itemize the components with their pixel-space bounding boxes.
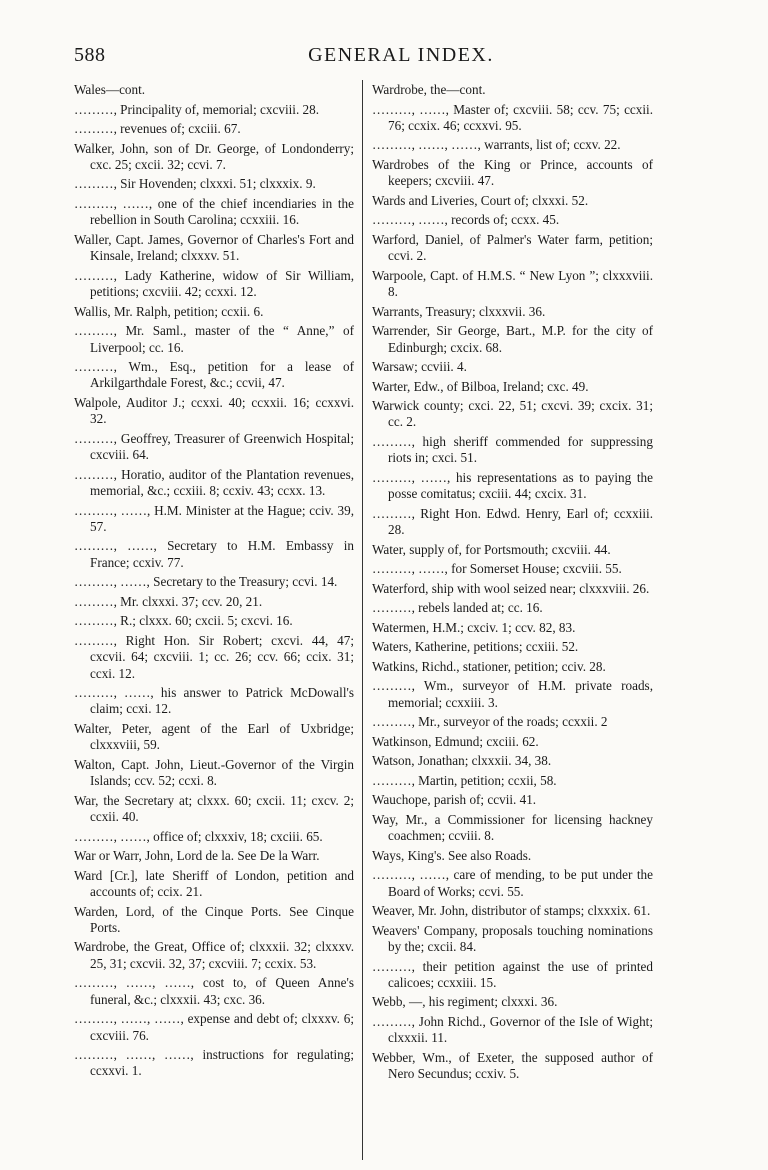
index-entry: ………, ……, ……, warrants, list of; ccxv. 22.: [372, 137, 621, 153]
index-entry: ………, ……, for Somerset House; cxcviii. 55.: [372, 561, 622, 577]
index-entry: ………, ……, his answer to Patrick McDowall's claim; ccxi. 12.: [74, 685, 354, 717]
index-entry: Wardrobes of the King or Prince, accounts of keepers; cxcviii. 47.: [372, 156, 653, 189]
index-entry: ………, their petition against the use of printed calicoes; ccxxiii. 15.: [372, 958, 653, 990]
index-entry: Wauchope, parish of; ccvii. 41.: [372, 792, 537, 808]
index-entry: Warter, Edw., of Bilboa, Ireland; cxc. 49.: [372, 378, 589, 394]
index-entry: ………, Geoffrey, Treasurer of Greenwich Hospital; cxcviii. 64.: [74, 430, 354, 463]
index-entry: ………, Mr. Saml., master of the “ Anne,” of Liverpool; cc. 16.: [74, 323, 354, 355]
index-entry: Walton, Capt. John, Lieut.-Governor of the Virgin Islands; ccv. 52; ccxi. 8.: [74, 756, 354, 789]
index-entry: ………, ……, Master of; cxcviii. 58; ccv. 75; ccxii. 76; ccxix. 46; ccxxvi. 95.: [372, 101, 653, 133]
index-entry: Weaver, Mr. John, distributor of stamps; clxxxix. 61.: [372, 903, 651, 919]
index-entry: Water, supply of, for Portsmouth; cxcviii. 44.: [372, 541, 611, 557]
index-entry: Warsaw; ccviii. 4.: [372, 359, 467, 375]
index-entry: Watkins, Richd., stationer, petition; cciv. 28.: [372, 658, 606, 674]
index-entry: ………, Principality of, memorial; cxcviii. 28.: [74, 101, 320, 117]
index-entry: ………, high sheriff commended for suppressing riots in; cxci. 51.: [372, 433, 653, 466]
index-entry: Warrender, Sir George, Bart., M.P. for the city of Edinburgh; cxcix. 68.: [372, 323, 653, 355]
index-column-right: [372, 82, 653, 1086]
index-entry: War or Warr, John, Lord de la. See De la Warr.: [74, 848, 320, 864]
index-entry: ………, ……, Secretary to the Treasury; ccvi. 14.: [74, 574, 338, 590]
index-entry: ………, Wm., Esq., petition for a lease of Arkilgarthdale Forest, &c.; ccvii, 47.: [74, 359, 354, 391]
index-entry: Warrants, Treasury; clxxxvii. 36.: [372, 303, 546, 319]
index-entry: ………, Wm., surveyor of H.M. private roads, memorial; ccxxiii. 3.: [372, 678, 653, 710]
index-entry: ………, ……, H.M. Minister at the Hague; cciv. 39, 57.: [74, 502, 354, 534]
index-entry: Wardrobe, the—cont.: [372, 82, 486, 97]
index-entry: Way, Mr., a Commissioner for licensing hackney coachmen; ccviii. 8.: [372, 811, 653, 844]
index-entry: ………, ……, his representations as to paying the posse comitatus; cxciii. 44; cxcix. 31.: [372, 469, 653, 502]
index-entry: Wards and Liveries, Court of; clxxxi. 52.: [372, 192, 589, 208]
index-entry: Wardrobe, the Great, Office of; clxxxii. 32; clxxxv. 25, 31; cxcvii. 32, 37; cxcviii. 7; ccxix. 53.: [74, 939, 354, 971]
index-entry: Warpoole, Capt. of H.M.S. “ New Lyon ”; clxxxviii. 8.: [372, 267, 653, 300]
index-entry: ………, Right Hon. Edwd. Henry, Earl of; ccxxiii. 28.: [372, 505, 653, 538]
index-entry: ………, ……, office of; clxxxiv, 18; cxciii. 65.: [74, 828, 323, 844]
index-entry: ………, ……, ……, expense and debt of; clxxxv. 6; cxcviii. 76.: [74, 1011, 354, 1043]
index-entry: ………, revenues of; cxciii. 67.: [74, 121, 241, 137]
index-entry: ………, Sir Hovenden; clxxxi. 51; clxxxix. 9.: [74, 176, 316, 192]
index-entry: Wallis, Mr. Ralph, petition; ccxii. 6.: [74, 303, 264, 319]
index-entry: ………, Lady Katherine, widow of Sir William, petitions; cxcviii. 42; ccxxi. 12.: [74, 267, 354, 300]
page-title: GENERAL INDEX.: [308, 44, 494, 66]
index-entry: ………, Mr. clxxxi. 37; ccv. 20, 21.: [74, 593, 263, 609]
index-entry: Walpole, Auditor J.; ccxxi. 40; ccxxii. 16; ccxxvi. 32.: [74, 394, 354, 427]
index-entry: ………, ……, records of; ccxx. 45.: [372, 212, 560, 228]
index-entry: ………, rebels landed at; cc. 16.: [372, 600, 543, 616]
index-entry: Watermen, H.M.; cxciv. 1; ccv. 82, 83.: [372, 619, 576, 635]
index-entry: War, the Secretary at; clxxx. 60; cxcii. 11; cxcv. 2; ccxii. 40.: [74, 792, 354, 825]
index-entry: Ways, King's. See also Roads.: [372, 847, 532, 863]
index-entry: ………, Right Hon. Sir Robert; cxcvi. 44, 47; cxcvii. 64; cxcviii. 1; cc. 26; ccv. 66; ccix. 31; ccxi. 12.: [74, 632, 354, 681]
index-entry: Warden, Lord, of the Cinque Ports. See Cinque Ports.: [74, 903, 354, 935]
index-entry: Wales—cont.: [74, 82, 146, 97]
index-entry: ………, R.; clxxx. 60; cxcii. 5; cxcvi. 16.: [74, 613, 293, 629]
index-entry: Warwick county; cxci. 22, 51; cxcvi. 39; cxcix. 31; cc. 2.: [372, 398, 653, 430]
index-entry: Weavers' Company, proposals touching nominations by the; cxcii. 84.: [372, 922, 653, 954]
index-entry: Waters, Katherine, petitions; ccxiii. 52.: [372, 639, 579, 655]
index-entry: ………, ……, Secretary to H.M. Embassy in France; ccxiv. 77.: [74, 538, 354, 570]
index-entry: ………, John Richd., Governor of the Isle of Wight; clxxxii. 11.: [372, 1013, 653, 1046]
index-entry: Warford, Daniel, of Palmer's Water farm, petition; ccvi. 2.: [372, 231, 653, 264]
index-entry: Waller, Capt. James, Governor of Charles's Fort and Kinsale, Ireland; clxxxv. 51.: [74, 231, 354, 264]
index-entry: Webb, —, his regiment; clxxxi. 36.: [372, 994, 558, 1010]
index-entry: Waterford, ship with wool seized near; clxxxviii. 26.: [372, 580, 650, 596]
page-header: [74, 44, 728, 72]
index-entry: Walter, Peter, agent of the Earl of Uxbridge; clxxxviii, 59.: [74, 720, 354, 753]
index-entry: ………, Martin, petition; ccxii, 58.: [372, 772, 557, 788]
index-entry: Watkinson, Edmund; cxciii. 62.: [372, 733, 539, 749]
index-entry: ………, Horatio, auditor of the Plantation revenues, memorial, &c.; ccxiii. 8; ccxiv. 43; ccxx. 13.: [74, 466, 354, 498]
index-column-left: [74, 82, 354, 1083]
index-entry: Watson, Jonathan; clxxxii. 34, 38.: [372, 753, 552, 769]
index-entry: ………, ……, ……, instructions for regulating; ccxxvi. 1.: [74, 1047, 354, 1079]
page-number: 588: [74, 44, 106, 66]
index-entry: ………, Mr., surveyor of the roads; ccxxii. 2: [372, 714, 608, 730]
index-entry: Webber, Wm., of Exeter, the supposed author of Nero Secundus; ccxiv. 5.: [372, 1049, 653, 1082]
index-entry: Walker, John, son of Dr. George, of Londonderry; cxc. 25; cxcii. 32; ccvi. 7.: [74, 140, 354, 172]
column-divider: [362, 80, 363, 1160]
index-entry: ………, ……, one of the chief incendiaries in the rebellion in South Carolina; ccxxiii. 16.: [74, 196, 354, 228]
index-entry: Ward [Cr.], late Sheriff of London, petition and accounts of; ccix. 21.: [74, 867, 354, 899]
index-entry: ………, ……, care of mending, to be put under the Board of Works; ccvi. 55.: [372, 867, 653, 899]
index-entry: ………, ……, ……, cost to, of Queen Anne's funeral, &c.; clxxxii. 43; cxc. 36.: [74, 975, 354, 1007]
